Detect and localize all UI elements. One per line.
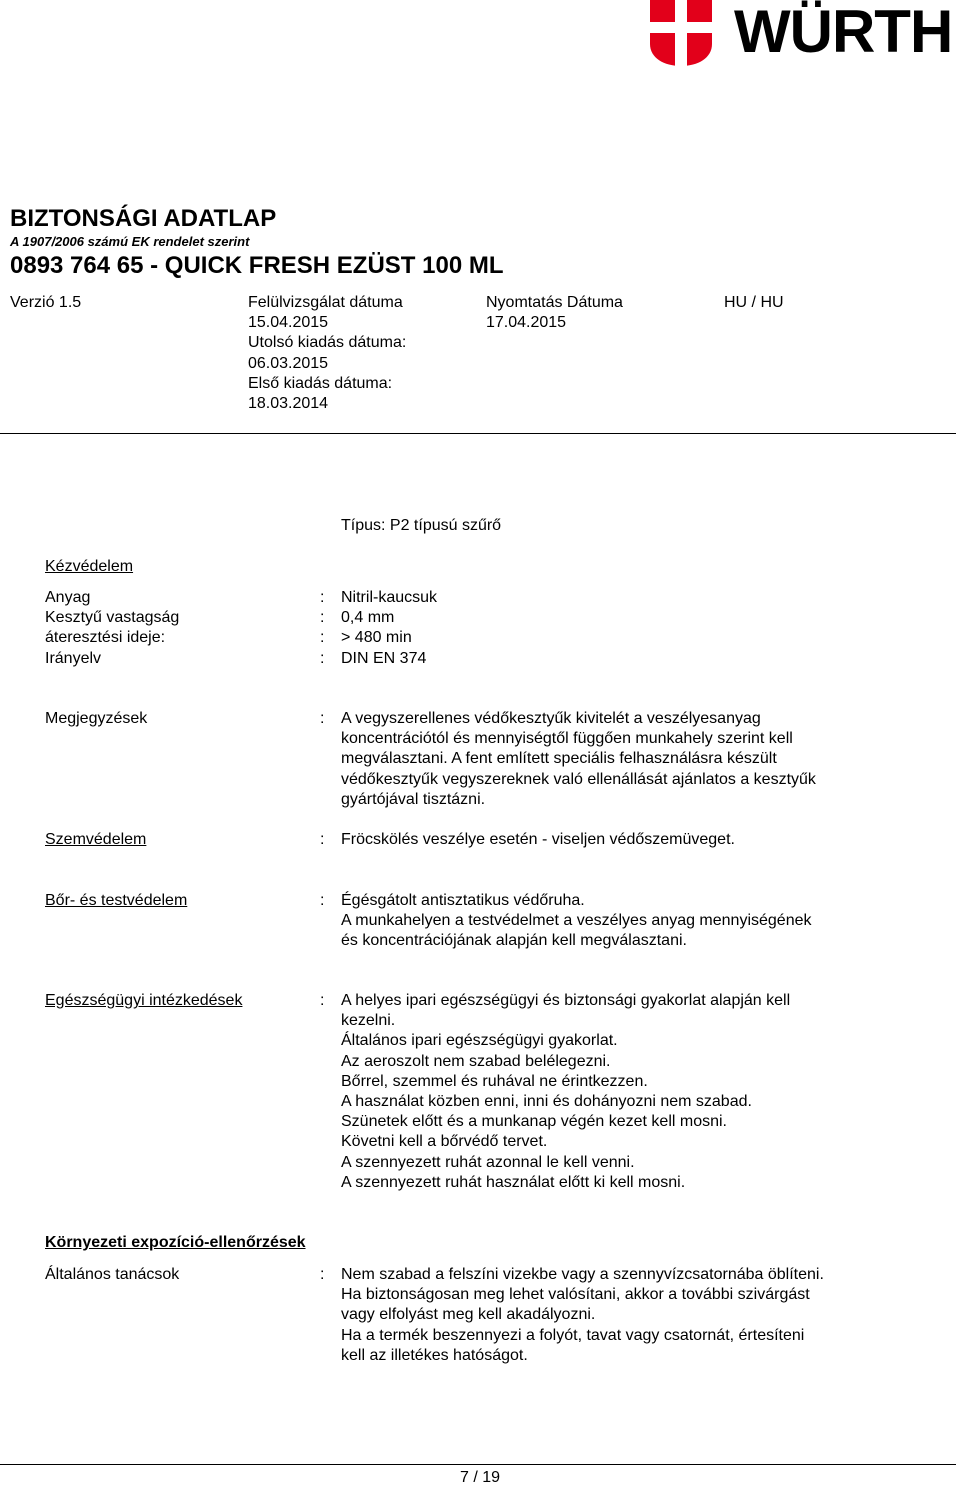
glove-thickness-label: Kesztyű vastagság <box>45 609 180 626</box>
remarks-label: Megjegyzések <box>45 710 148 727</box>
text-line: A helyes ipari egészségügyi és biztonsági gyakorlat alapján kell <box>341 992 791 1009</box>
language: HU / HU <box>724 294 784 311</box>
breakthrough-time-label: áteresztési ideje: <box>45 629 166 646</box>
text-line: vagy elfolyást meg kell akadályozni. <box>341 1306 596 1324</box>
brand-name: WÜRTH <box>734 0 953 65</box>
text-line: kezelni. <box>341 1012 396 1030</box>
separator: : <box>320 831 325 848</box>
first-issue-date: 18.03.2014 <box>248 395 329 413</box>
skin-protection-label: Bőr- és testvédelem <box>45 892 188 909</box>
text-line: Fröcskölés veszélye esetén - viseljen védőszemüveget. <box>341 831 735 848</box>
last-issue-date: 06.03.2015 <box>248 354 329 372</box>
separator: : <box>320 710 325 727</box>
eye-protection-label: Szemvédelem <box>45 831 147 848</box>
text-line: Az aeroszolt nem szabad belélegezni. <box>341 1052 611 1070</box>
eye-protection-text <box>341 830 941 850</box>
material-label: Anyag <box>45 589 91 606</box>
separator: : <box>320 1266 325 1283</box>
text-line: és koncentrációjának alapján kell megválasztani. <box>341 932 687 950</box>
revision-block <box>248 293 406 414</box>
document-subtitle: A 1907/2006 számú EK rendelet szerint <box>10 234 250 249</box>
environmental-heading: Környezeti expozíció-ellenőrzések <box>45 1234 306 1251</box>
remarks-text <box>341 709 941 810</box>
text-line: A használat közben enni, inni és dohányozni nem szabad. <box>341 1093 752 1111</box>
first-issue-label: Első kiadás dátuma: <box>248 374 393 392</box>
revision-date: 15.04.2015 <box>248 314 329 332</box>
text-line: Ha biztonságosan meg lehet valósítani, akkor a további szivárgást <box>341 1286 810 1304</box>
text-line: A vegyszerellenes védőkesztyűk kivitelét a veszélyesanyag <box>341 710 761 727</box>
text-line: Szünetek előtt és a munkanap végén kezet kell mosni. <box>341 1113 727 1131</box>
text-line: Ha a termék beszennyezi a folyót, tavat vagy csatornát, értesíteni <box>341 1326 805 1344</box>
text-line: Általános ipari egészségügyi gyakorlat. <box>341 1032 618 1050</box>
print-block <box>486 293 623 333</box>
text-line: kell az illetékes hatóságot. <box>341 1346 528 1364</box>
separator: : <box>320 629 325 646</box>
header-divider <box>0 433 956 434</box>
text-line: A szennyezett ruhát használat előtt ki kell mosni. <box>341 1173 686 1191</box>
general-advice-label: Általános tanácsok <box>45 1266 180 1283</box>
last-issue-label: Utolsó kiadás dátuma: <box>248 334 407 352</box>
text-line: védőkesztyűk vegyszereknek való ellenállását ajánlatos a kesztyűk <box>341 770 816 788</box>
text-line: A munkahelyen a testvédelmet a veszélyes anyag mennyiségének <box>341 912 812 930</box>
directive-label: Irányelv <box>45 650 102 667</box>
version: Verzió 1.5 <box>10 294 82 311</box>
separator: : <box>320 650 325 667</box>
revision-label: Felülvizsgálat dátuma <box>248 294 403 311</box>
text-line: Követni kell a bőrvédő tervet. <box>341 1133 548 1151</box>
breakthrough-time-value: > 480 min <box>341 629 412 646</box>
footer-divider <box>0 1464 956 1465</box>
filter-type: Típus: P2 típusú szűrő <box>341 517 502 534</box>
page-number: 7 / 19 <box>459 1469 501 1486</box>
text-line: Bőrrel, szemmel és ruhával ne érintkezzen. <box>341 1072 648 1090</box>
material-value: Nitril-kaucsuk <box>341 589 438 606</box>
text-line: megválasztani. A fent említett speciális felhasználásra készült <box>341 750 777 768</box>
print-date: 17.04.2015 <box>486 314 567 332</box>
hygiene-text <box>341 991 941 1193</box>
document-title: BIZTONSÁGI ADATLAP <box>10 205 277 232</box>
glove-thickness-value: 0,4 mm <box>341 609 395 626</box>
text-line: A szennyezett ruhát azonnal le kell venni. <box>341 1153 635 1171</box>
separator: : <box>320 609 325 626</box>
separator: : <box>320 589 325 606</box>
text-line: koncentrációtól és mennyiségtől függően munkahely szerint kell <box>341 730 793 748</box>
text-line: gyártójával tisztázni. <box>341 790 486 808</box>
hand-protection-heading: Kézvédelem <box>45 558 134 575</box>
skin-protection-text <box>341 891 941 952</box>
print-label: Nyomtatás Dátuma <box>486 294 623 311</box>
product-name: 0893 764 65 - QUICK FRESH EZÜST 100 ML <box>10 252 504 279</box>
text-line: Égésgátolt antisztatikus védőruha. <box>341 892 585 909</box>
general-advice-text <box>341 1265 941 1366</box>
directive-value: DIN EN 374 <box>341 650 427 667</box>
text-line: Nem szabad a felszíni vizekbe vagy a szennyvízcsatornába öblíteni. <box>341 1266 824 1283</box>
separator: : <box>320 892 325 909</box>
hygiene-label: Egészségügyi intézkedések <box>45 992 243 1009</box>
separator: : <box>320 992 325 1009</box>
